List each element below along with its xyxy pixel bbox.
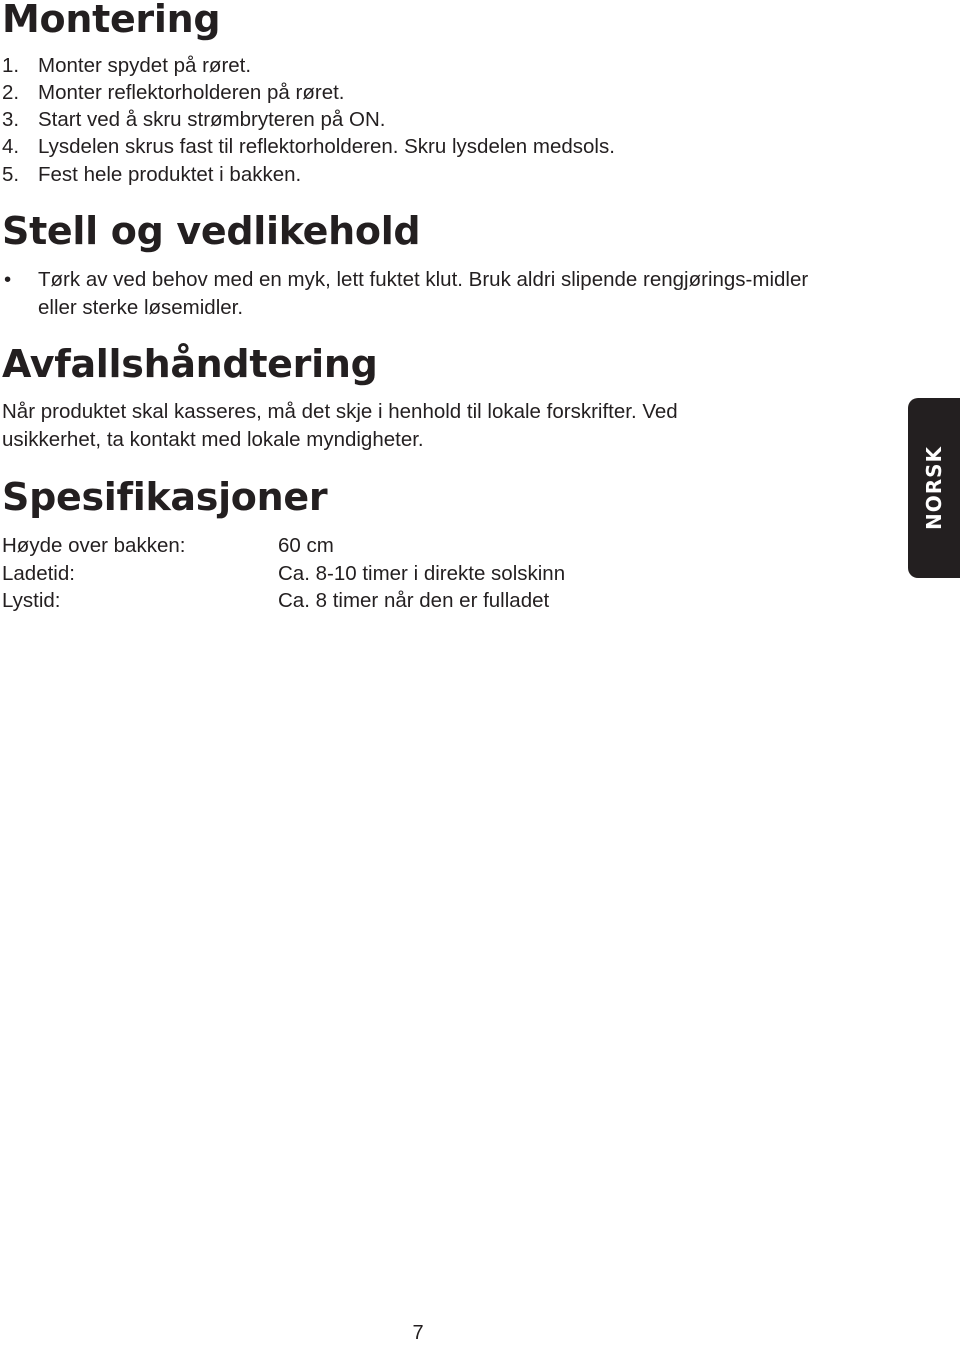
step-text: Monter spydet på røret. [38, 53, 252, 77]
page-number: 7 [412, 1322, 424, 1344]
bullet-icon: • [4, 268, 12, 291]
avfall-heading: Avfallshåndtering [2, 342, 378, 386]
step-number: 1. [2, 53, 20, 77]
step-number: 4. [2, 135, 20, 159]
montering-steps-list [0, 52, 615, 188]
spec-value: 60 cm [278, 534, 334, 557]
list-item [0, 266, 860, 321]
step-number: 2. [2, 81, 20, 105]
bullet-text: Tørk av ved behov med en myk, lett fuktet klut. Bruk aldri slipende rengjørings-midler eller sterke løsemidler. [38, 268, 809, 319]
spesifikasjoner-heading: Spesifikasjoner [2, 475, 328, 519]
spec-value: Ca. 8-10 timer i direkte solskinn [278, 561, 566, 585]
step-text: Start ved å skru strømbryteren på ON. [38, 108, 386, 132]
spec-value: Ca. 8 timer når den er fulladet [278, 589, 550, 612]
list-item [0, 79, 615, 106]
list-item [0, 161, 615, 188]
spec-label: Høyde over bakken: [2, 534, 186, 557]
table-row [0, 587, 565, 615]
avfall-paragraph: Når produktet skal kasseres, må det skje i henhold til lokale forskrifter. Ved usikkerhet, ta kontakt med lokale myndigheter. [2, 400, 678, 451]
spec-label: Ladetid: [2, 561, 75, 585]
language-tab-label: NORSK [922, 445, 946, 531]
step-text: Monter reflektorholderen på røret. [38, 81, 345, 105]
stell-heading: Stell og vedlikehold [2, 209, 421, 253]
table-row [0, 560, 565, 588]
table-row [0, 532, 565, 560]
spec-label: Lystid: [2, 589, 61, 612]
specs-table [0, 532, 565, 615]
list-item [0, 52, 615, 79]
list-item [0, 106, 615, 133]
step-number: 5. [2, 162, 20, 186]
step-text: Fest hele produktet i bakken. [38, 162, 302, 186]
step-number: 3. [2, 108, 20, 132]
montering-heading: Montering [2, 0, 221, 41]
list-item [0, 134, 615, 161]
stell-bullet-list [0, 266, 860, 321]
language-side-tab [908, 398, 960, 578]
step-text: Lysdelen skrus fast til reflektorholderen. Skru lysdelen medsols. [38, 135, 615, 159]
